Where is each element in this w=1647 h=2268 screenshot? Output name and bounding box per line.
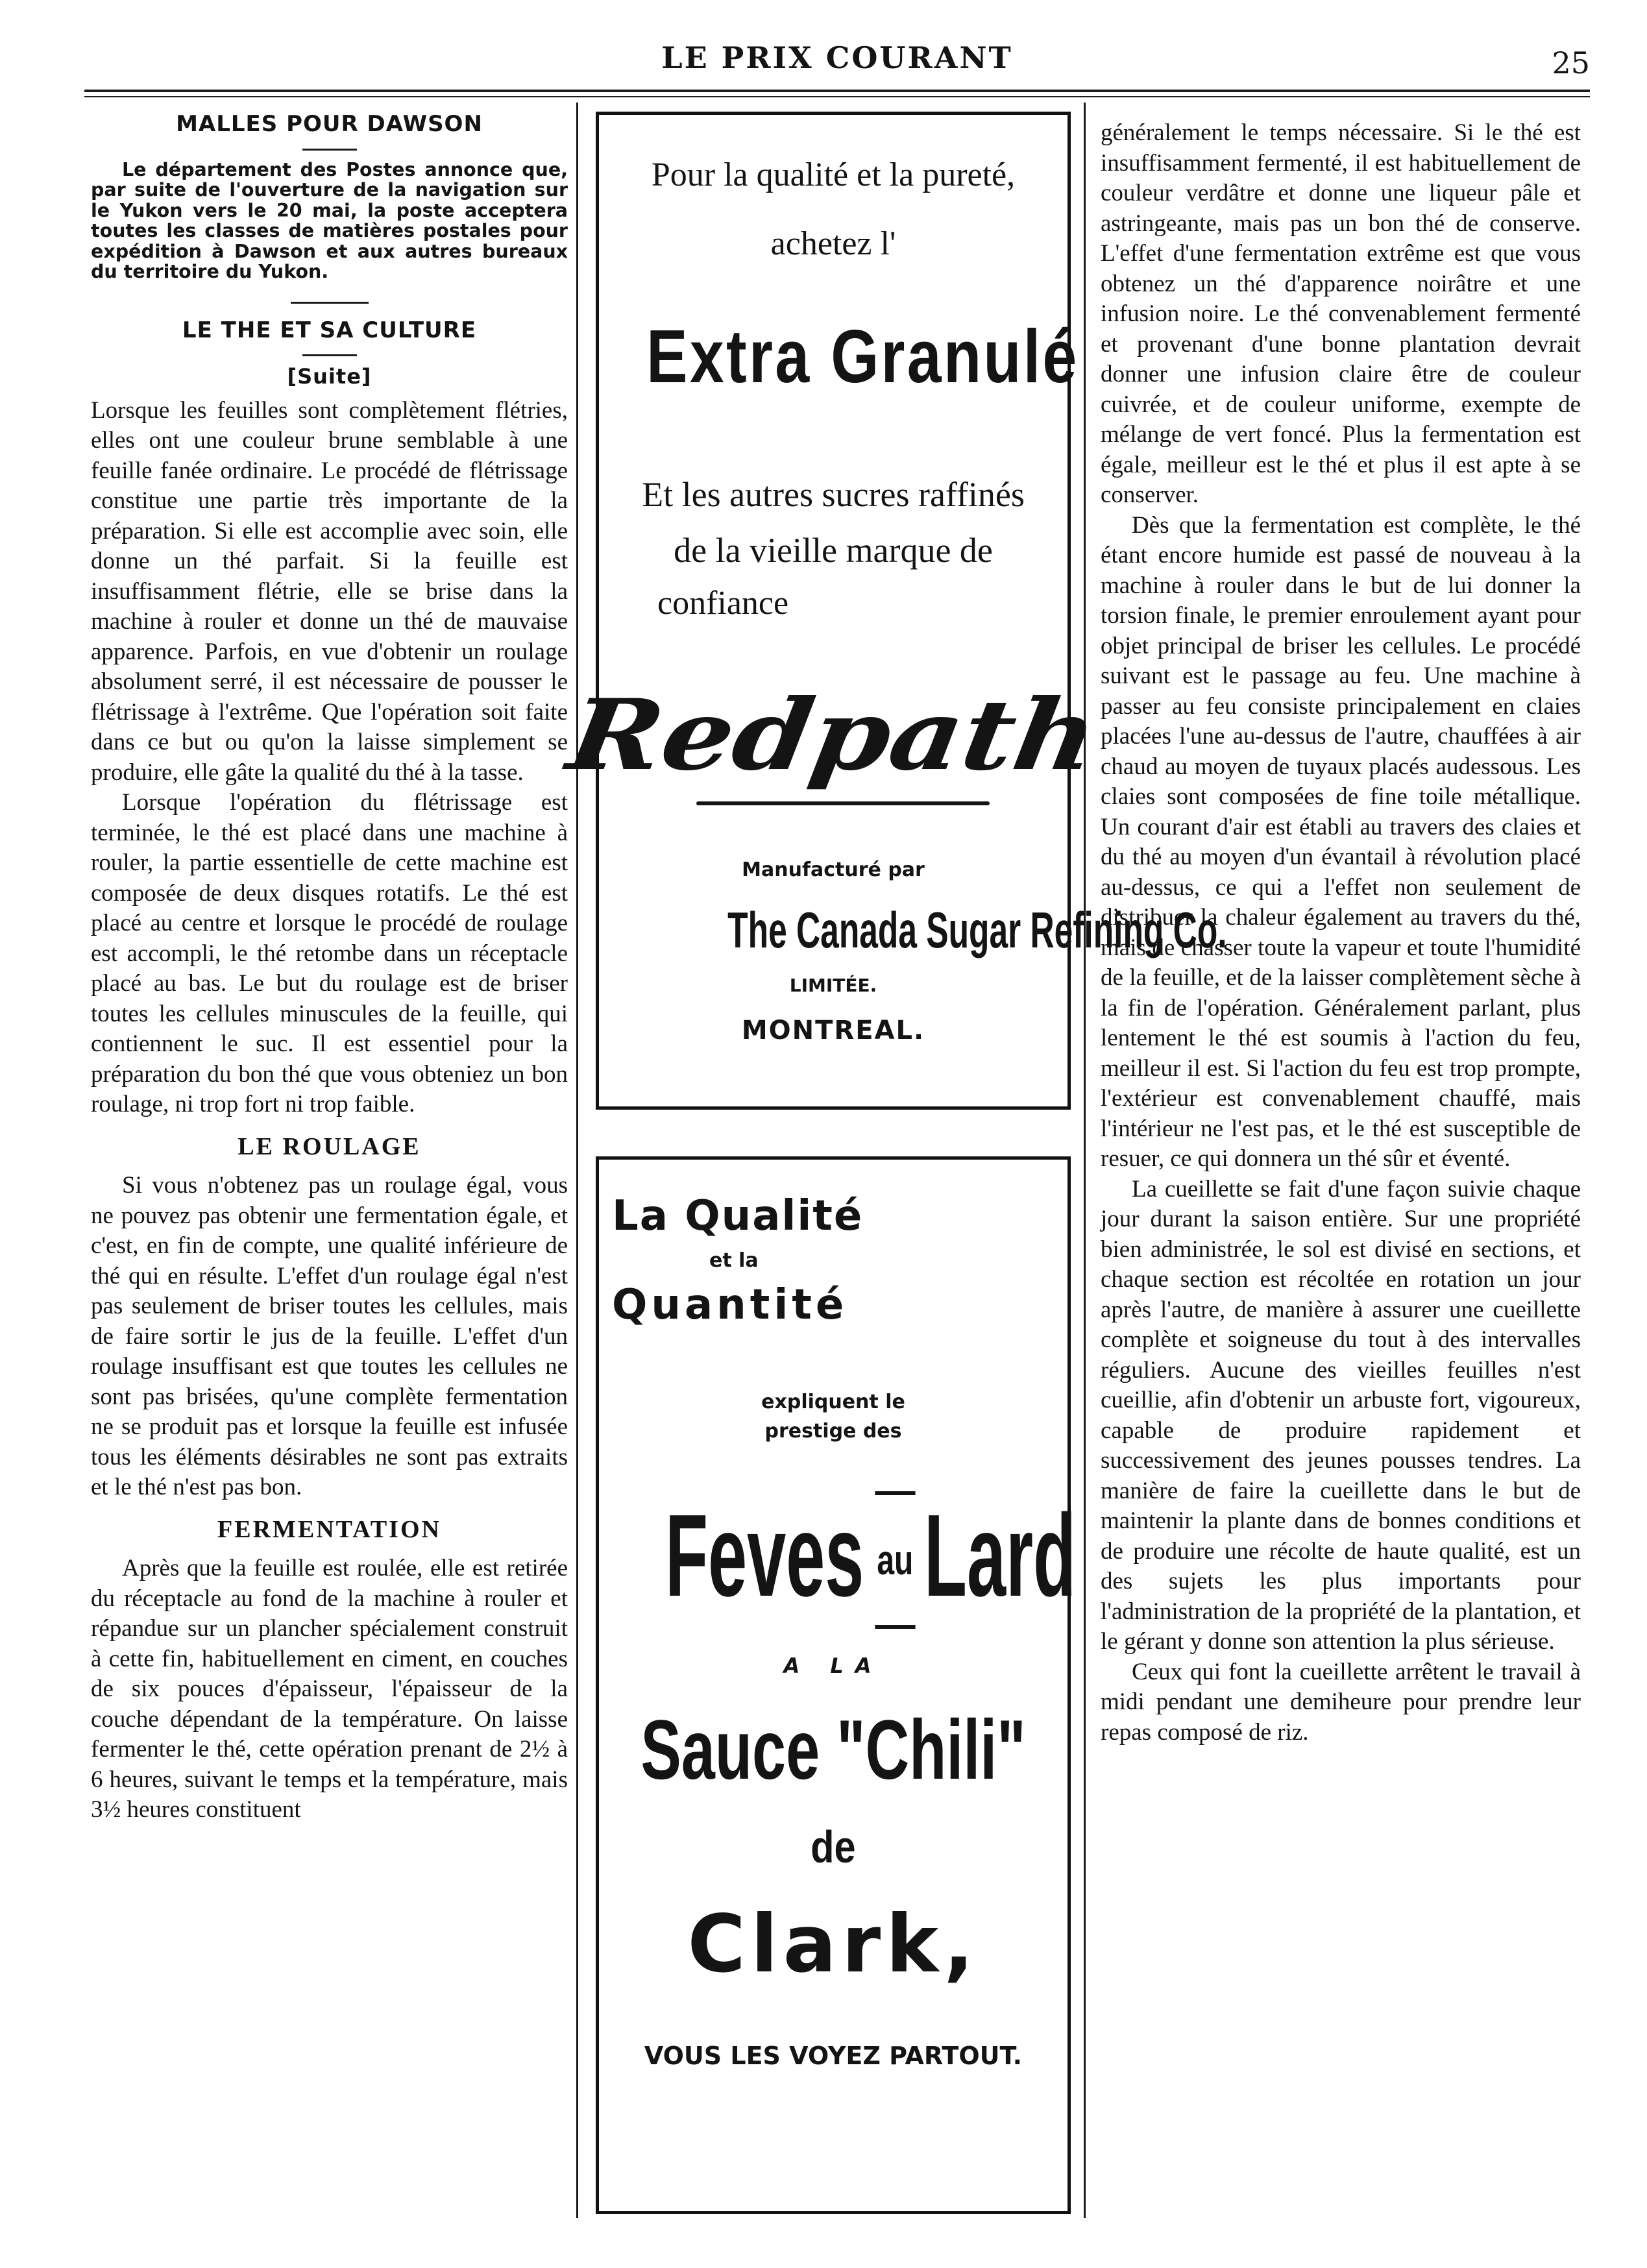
limitee-label: LIMITÉE. [789,975,877,996]
a-la-label: A LA [783,1653,883,1678]
fermentation-headline: FERMENTATION [217,1515,441,1543]
expliquent-text: expliquent le prestige des [761,1391,905,1443]
redpath-advertisement [561,112,1227,1110]
right-paragraph-3: La cueillette se fait d'une façon suivie chaque jour durant la saison entière. Sur une propriété bien administrée, le sol est divisé en sections, et chaque section est récoltée en rotation un jour après l'autre, de manière à assurer une cueillette complète et soigneuse du tout à des intervalles réguliers. Aucune des vieilles feuilles n'est cueillie, afin d'obtenir un arbuste fort, vigoureux, capable de produire rapidement et successivement des jeunes pousses tendres. La manière de faire la cueillette dans le but de maintenir la plante dans de bonnes conditions et de produire une récolte de haute qualité, est un des sujets les plus importants pour l'administration de la propriété de la plantation, et le gérant y donne son attention la plus sérieuse. [1101,1175,1581,1655]
malles-headline: MALLES POUR DAWSON [176,111,483,137]
voyez-partout: VOUS LES VOYEZ PARTOUT. [644,2042,1023,2070]
clark-advertisement [596,1156,1077,2214]
extra-granule-title [599,304,1079,408]
ad-line-sugars: Et les autres sucres raffinés [642,475,1025,514]
qualite-headline: La Qualité [612,1192,864,1240]
ad-line-trust: confiance [657,585,789,622]
redpath-logo [561,670,1106,820]
headline-rule [302,149,357,151]
quantite-headline: Quantité [612,1281,848,1329]
ad-line-old-brand: de la vieille marque de [674,531,993,570]
montreal-label: MONTREAL. [741,1016,925,1045]
the-paragraph-1: Lorsque les feuilles sont complètement flétries, elles ont une couleur brune semblable à une feuille fanée ordinaire. Le procédé de flétrissage constitue une partie très importante de la préparation. Si elle est accomplie avec soin, elle donne un thé parfait. Si la feuille est insuffisamment flétrie, elle se brise dans la machine à rouler et donne un thé de mauvaise apparence. Parfois, en vue d'obtenir un roulage absolument serré, il est nécessaire de pousser le flétrissage à l'extrême. Que l'opération soit faite dans ce but ou qu'on la laisse simplement se produire, elle gâte la qualité du thé à la tasse. [91,396,568,786]
column-divider-right [1084,103,1086,2218]
company-name: The Canada Sugar Refining Co. [727,901,1227,958]
masthead [84,40,1590,91]
the-culture-headline: LE THE ET SA CULTURE [182,317,477,343]
redpath-underline [696,801,990,805]
clark-title [599,1898,1068,1990]
sauce-chili-text: Sauce "Chili" [640,1702,1026,1797]
au-text: au [875,1491,916,1629]
extra-granule-text: Extra Granulé [646,314,1079,398]
page-number: 25 [1552,45,1590,80]
column-divider-left [576,103,578,2218]
suite-label: [Suite] [287,364,372,389]
malles-paragraph: Le département des Postes annonce que, par suite de l'ouverture de la navigation sur le Yukon vers le 20 mai, la poste acceptera toutes les classes de matières postales pour expédition à Dawson et aux autres bureaux du territoire du Yukon. [91,158,568,282]
masthead-rule-top [84,90,1590,92]
the-paragraph-2: Lorsque l'opération du flétrissage est terminée, le thé est placé dans une machine à rouler, la partie essentielle de cette machine est composée de deux disques rotatifs. Le thé est placé au centre et lorsque le procédé de roulage est accompli, le thé retombe dans un réceptacle placé au bas. Le but du roulage est de briser toutes les cellules minuscules de la feuille, qui contiennent le suc. Il est essentiel pour la préparation du bon thé que vous obteniez un bon roulage, ni trop fort ni trop faible. [91,789,568,1117]
et-la-label: et la [709,1249,759,1272]
ad-line-quality: Pour la qualité et la pureté, [651,156,1016,193]
sauce-chili-title [599,1704,1068,1795]
roulage-headline: LE ROULAGE [238,1132,421,1160]
right-paragraph-2: Dès que la fermentation est complète, le thé étant encore humide est passé de nouveau à la machine à rouler dans le but de lui donner la torsion finale, le premier enroulement ayant pour objet principal de briser les cellules. Le procédé suivant est le passage au feu. Une machine à passer au feu consiste principalement en claies placées l'une au-dessus de l'autre, chauffées à air chaud au moyen de tuyaux placés audessous. Les claies sont composées de fine toile métallique. Un courant d'air est établi au travers des claies et du thé au moyen d'un évantail à révolution placé au-dessus, ce qui a l'effet non seulement de distribuer la chaleur également au travers du thé, mais de chasser toute la vapeur et toute l'humidité de la feuille, et de la laisser complètement sèche à la fin de l'opération. Généralement parlant, plus lentement le thé est soumis à l'action du feu, meilleur il est. Si l'action du feu est trop prompte, l'extérieur est convenablement chauffé, mais l'intérieur ne l'est pas, et le thé est susceptible de resuer, ce qui donnera un thé sûr et éventé. [1101,511,1581,1172]
feves-au-lard-title [599,1491,1077,1621]
left-column [91,109,568,1825]
de-label: de [811,1822,856,1872]
roulage-paragraph: Si vous n'obtenez pas un roulage égal, vous ne pouvez pas obtenir une fermentation égale, et c'est, en fin de compte, une qualité inférieure de thé qui en résulte. L'effet d'un roulage égal n'est pas seulement de briser toutes les cellules, mais de faire sortir le jus de la feuille. L'effet d'un roulage insuffisant est que toutes les cellules ne sont pas brisées, qu'une complète fermentation ne se produit pas et lorsque la feuille est infusée tous les éléments désirables ne sont pas extraits et le thé n'est pas bon. [91,1172,568,1500]
redpath-script: Redpath [561,678,1106,792]
section-rule [291,302,369,304]
ad-line-buy: achetez l' [770,225,896,262]
feves-text: Feves [665,1491,864,1621]
publication-title: LE PRIX COURANT [661,40,1013,75]
masthead-rule-bottom [84,96,1590,97]
clark-text: Clark, [687,1898,979,1990]
right-paragraph-1: généralement le temps nécessaire. Si le thé est insuffisamment fermenté, il est habituellement de couleur verdâtre et donne une liqueur pâle et astringeante, mais pas un bon thé de conserve. L'effet d'une fermentation extrême est que vous obtenez un thé d'apparence noirâtre et une infusion noire. Le thé convenablement fermenté et provenant d'une bonne plantation devrait donner une infusion claire être de couleur cuivrée, et de couleur uniforme, exempte de mélange de vert foncé. Plus la fermentation est égale, meilleur est le thé et plus il est apte à se conserver. [1101,119,1581,508]
lard-text: Lard [924,1491,1077,1621]
right-paragraph-4: Ceux qui font la cueillette arrêtent le travail à midi pendant une demiheure pour prendre leur repas composé de riz. [1101,1658,1581,1746]
company-name-wrap [599,894,1227,966]
headline-rule [302,354,357,356]
manufactured-by: Manufacturé par [742,859,925,881]
right-column [1101,118,1581,1748]
fermentation-paragraph: Après que la feuille est roulée, elle est retirée du réceptacle au fond de la machine à rouler et répandue sur un plancher spécialement construit à cette fin, habituellement en ciment, en couches de six pouces d'épaisseur, l'épaisseur de la couche dépendant de la température. On laisse fermenter le thé, cette opération prenant de 2½ à 6 heures, suivant le temps et la température, mais 3½ heures constituent [91,1555,568,1823]
